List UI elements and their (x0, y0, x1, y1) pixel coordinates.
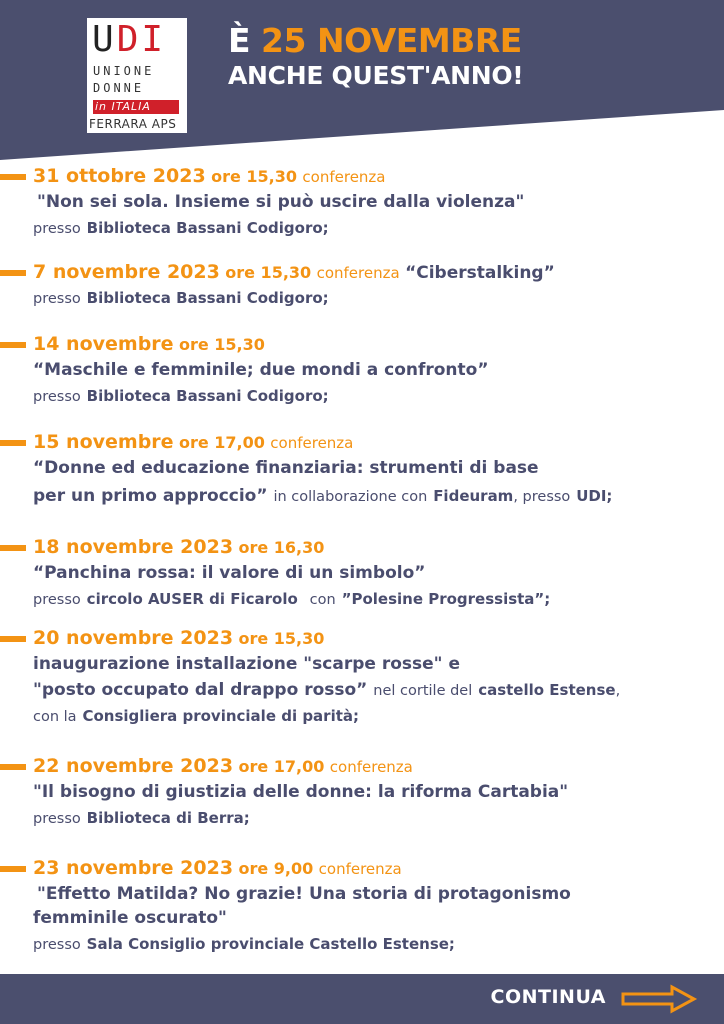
bullet-marker (0, 440, 26, 446)
udi-logo (87, 18, 187, 133)
event-type: conferenza (318, 860, 402, 878)
bullet-marker (0, 636, 26, 642)
event-header (33, 164, 386, 189)
event-date: 20 novembre 2023 (33, 627, 234, 649)
event-title: “Panchina rossa: il valore di un simbolo” (33, 563, 426, 583)
event-header (33, 535, 324, 560)
event-location: presso Biblioteca di Berra; (33, 809, 250, 827)
event-time: ore 15,30 (178, 335, 265, 354)
event-time: ore 17,00 (178, 433, 265, 452)
event-date: 7 novembre 2023 (33, 261, 220, 283)
event-header (33, 430, 353, 455)
event-location: presso Biblioteca Bassani Codigoro; (33, 387, 329, 405)
event-title-line1: inaugurazione installazione "scarpe rosse" e (33, 654, 460, 674)
event-time: ore 15,30 (238, 629, 325, 648)
event-date: 15 novembre (33, 431, 174, 453)
event-partner: con la Consigliera provinciale di parità; (33, 707, 360, 725)
bullet-marker (0, 545, 26, 551)
event-time: ore 17,00 (238, 757, 325, 776)
bullet-marker (0, 866, 26, 872)
event-title: "Non sei sola. Insieme si può uscire dalla violenza" (37, 192, 525, 212)
event-title-line2: per un primo approccio” in collaborazione con Fideuram, presso UDI; (33, 486, 613, 506)
event-type: conferenza (302, 168, 386, 186)
event-date: 23 novembre 2023 (33, 857, 234, 879)
event-title-line2: femminile oscurato" (33, 908, 227, 928)
event-location: presso Biblioteca Bassani Codigoro; (33, 219, 329, 237)
bullet-marker (0, 174, 26, 180)
logo-italia-band: in ITALIA (93, 100, 179, 114)
title-e: È (228, 21, 251, 60)
event-date: 22 novembre 2023 (33, 755, 234, 777)
title-date: 25 NOVEMBRE (261, 21, 522, 60)
event-type: conferenza (316, 264, 400, 282)
event-time: ore 15,30 (225, 263, 312, 282)
event-type: conferenza (329, 758, 413, 776)
event-header (33, 260, 555, 285)
event-date: 18 novembre 2023 (33, 536, 234, 558)
event-date: 14 novembre (33, 333, 174, 355)
right-arrow-icon[interactable] (620, 984, 698, 1014)
event-location: presso Biblioteca Bassani Codigoro; (33, 289, 329, 307)
event-header (33, 332, 265, 357)
page-subtitle: ANCHE QUEST'ANNO! (228, 61, 524, 90)
event-type: conferenza (270, 434, 354, 452)
event-title-line2: "posto occupato dal drappo rosso” nel cortile del castello Estense, (33, 680, 621, 700)
event-location: presso Sala Consiglio provinciale Castello Estense; (33, 935, 455, 953)
event-header (33, 856, 402, 881)
event-header (33, 626, 324, 651)
logo-line-donne: DONNE (93, 81, 145, 95)
bullet-marker (0, 270, 26, 276)
event-location: presso circolo AUSER di Ficarolo con ”Polesine Progressista”; (33, 590, 551, 608)
event-time: ore 15,30 (211, 167, 298, 186)
logo-line-unione: UNIONE (93, 64, 155, 78)
event-title: “Ciberstalking” (405, 263, 555, 283)
event-title: “Maschile e femminile; due mondi a confronto” (33, 360, 489, 380)
logo-branch: FERRARA APS (89, 117, 177, 131)
event-date: 31 ottobre 2023 (33, 165, 206, 187)
logo-udi-text: UDI (92, 19, 167, 60)
page-title (228, 21, 524, 90)
continue-button[interactable]: CONTINUA (490, 986, 606, 1008)
event-title-line1: "Effetto Matilda? No grazie! Una storia di protagonismo (37, 884, 571, 904)
event-title: "Il bisogno di giustizia delle donne: la riforma Cartabia" (33, 782, 569, 802)
event-title-line1: “Donne ed educazione finanziaria: strumenti di base (33, 458, 539, 478)
bullet-marker (0, 764, 26, 770)
event-time: ore 9,00 (238, 859, 314, 878)
bullet-marker (0, 342, 26, 348)
event-time: ore 16,30 (238, 538, 325, 557)
event-header (33, 754, 413, 779)
footer-bar (0, 974, 724, 1024)
